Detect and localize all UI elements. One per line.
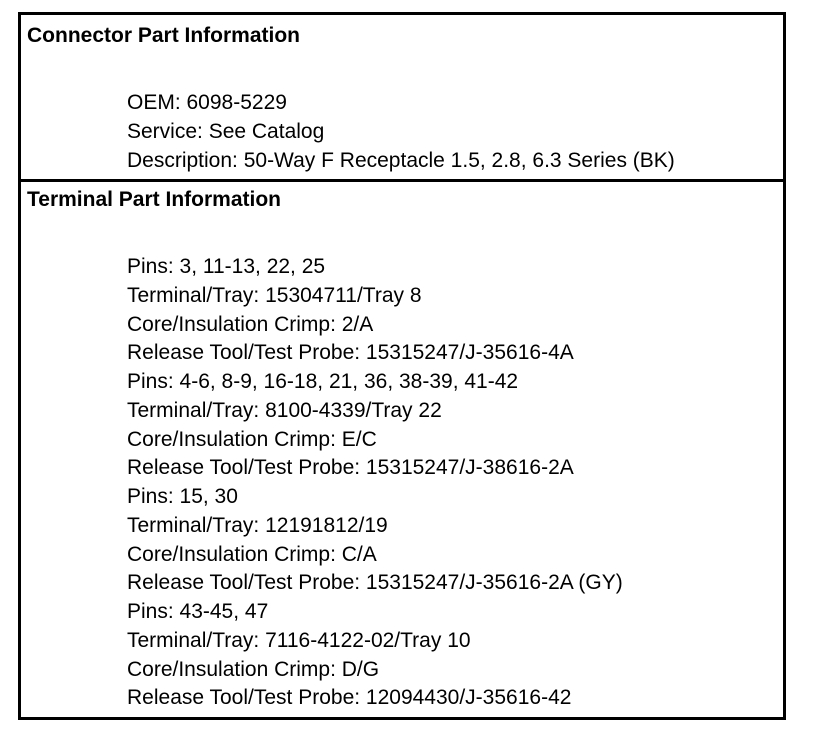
terminal-tray: Terminal/Tray: 8100-4339/Tray 22 <box>127 398 442 422</box>
terminal-lines <box>127 253 623 713</box>
terminal-release-tool: Release Tool/Test Probe: 15315247/J-35616-4A <box>127 341 574 365</box>
terminal-crimp: Core/Insulation Crimp: E/C <box>127 427 377 451</box>
connector-service: Service: See Catalog <box>127 119 325 143</box>
terminal-pins: Pins: 4-6, 8-9, 16-18, 21, 36, 38-39, 41-42 <box>127 370 519 393</box>
terminal-pins: Pins: 43-45, 47 <box>127 600 269 623</box>
connector-title: Connector Part Information <box>27 24 301 47</box>
terminal-tray: Terminal/Tray: 12191812/19 <box>127 513 388 537</box>
terminal-tray: Terminal/Tray: 15304711/Tray 8 <box>127 283 422 307</box>
terminal-title: Terminal Part Information <box>27 188 281 211</box>
connector-section <box>21 15 783 182</box>
connector-lines <box>127 89 675 175</box>
terminal-release-tool: Release Tool/Test Probe: 15315247/J-38616-2A <box>127 456 574 480</box>
terminal-pins: Pins: 15, 30 <box>127 485 238 508</box>
terminal-crimp: Core/Insulation Crimp: 2/A <box>127 312 374 336</box>
terminal-tray: Terminal/Tray: 7116-4122-02/Tray 10 <box>127 628 471 652</box>
connector-description: Description: 50-Way F Receptacle 1.5, 2.8, 6.3 Series (BK) <box>127 148 675 172</box>
part-info-table <box>18 12 786 720</box>
terminal-pins: Pins: 3, 11-13, 22, 25 <box>127 255 326 278</box>
terminal-section <box>21 182 783 717</box>
connector-oem: OEM: 6098-5229 <box>127 91 287 114</box>
terminal-release-tool: Release Tool/Test Probe: 12094430/J-35616-42 <box>127 686 572 710</box>
terminal-crimp: Core/Insulation Crimp: C/A <box>127 542 377 566</box>
terminal-release-tool: Release Tool/Test Probe: 15315247/J-35616-2A (GY) <box>127 571 623 595</box>
terminal-crimp: Core/Insulation Crimp: D/G <box>127 657 380 681</box>
